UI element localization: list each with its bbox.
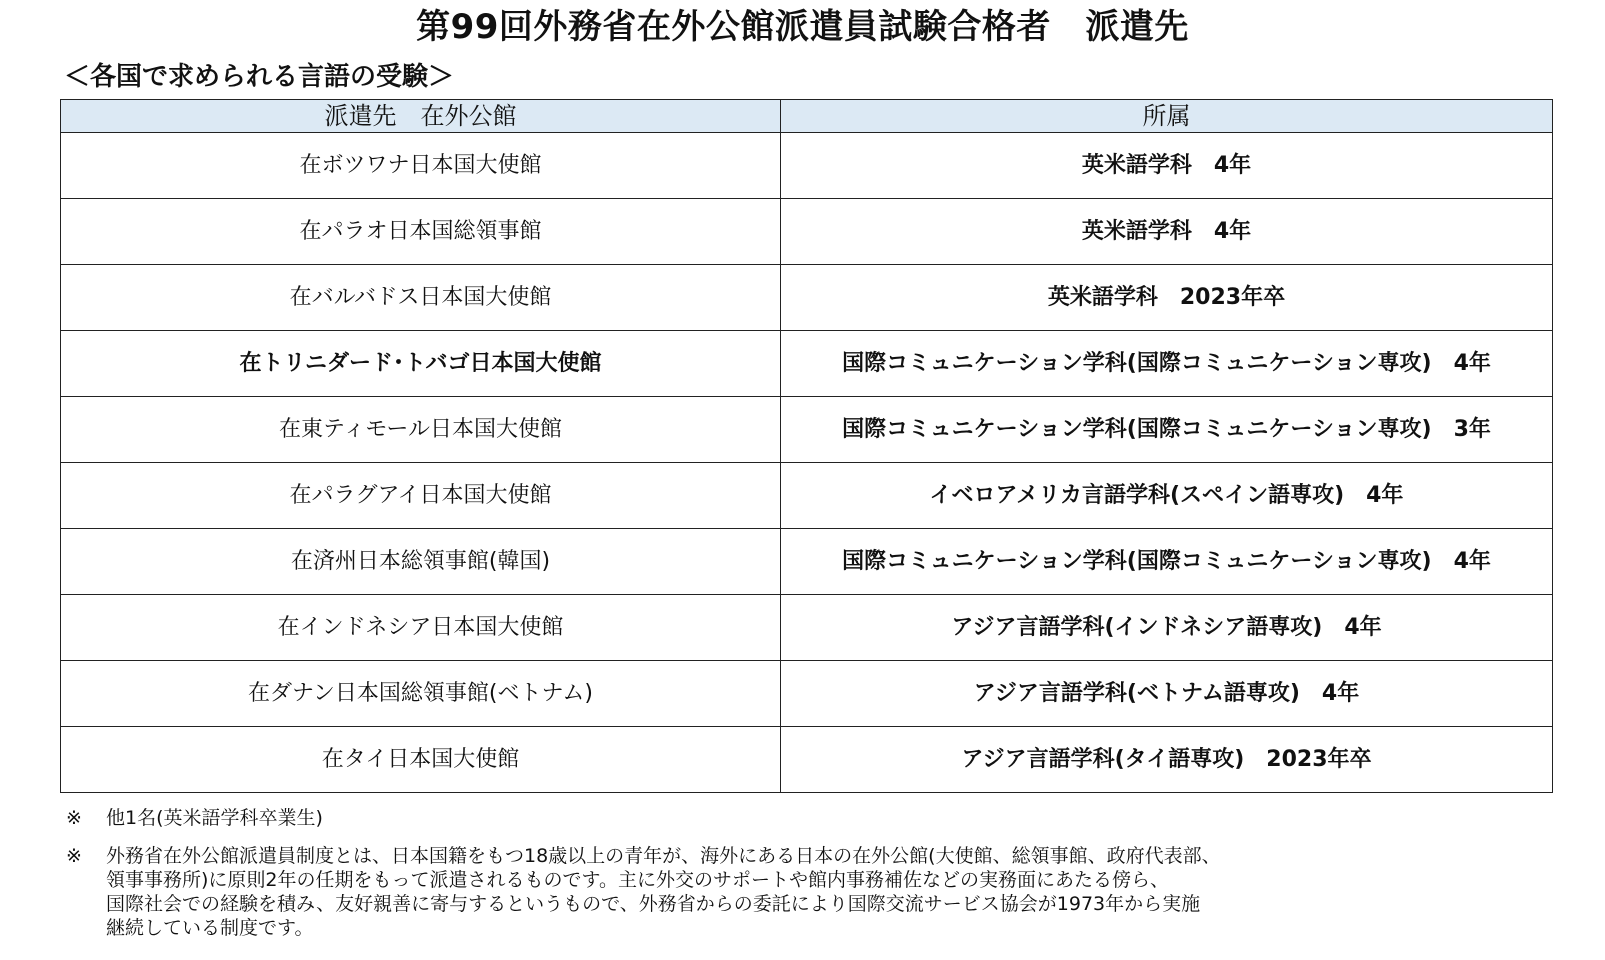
affiliation-cell: 国際コミュニケーション学科(国際コミュニケーション専攻) 4年 — [781, 331, 1553, 397]
header-affiliation: 所属 — [781, 100, 1553, 133]
dispatch-results-table — [60, 99, 1553, 793]
affiliation-cell: アジア言語学科(ベトナム語専攻) 4年 — [781, 661, 1553, 727]
table-row — [61, 595, 1553, 661]
post-cell: 在トリニダード･トバゴ日本国大使館 — [61, 331, 781, 397]
page-title: 第99回外務省在外公館派遣員試験合格者 派遣先 — [416, 7, 1189, 47]
note-line: 継続している制度です。 — [106, 917, 314, 939]
footnote-program-description — [66, 844, 1486, 940]
footnotes — [66, 806, 1486, 940]
note-mark: ※ — [66, 845, 82, 867]
post-cell: 在ボツワナ日本国大使館 — [61, 133, 781, 199]
table-row — [61, 529, 1553, 595]
note-line: 国際社会での経験を積み、友好親善に寄与するというもので、外務省からの委託により国際交流サービス協会が1973年から実施 — [106, 893, 1201, 915]
post-cell: 在東ティモール日本国大使館 — [61, 397, 781, 463]
footnote-other-graduate — [66, 806, 1486, 830]
table-row — [61, 727, 1553, 793]
table-row — [61, 265, 1553, 331]
affiliation-cell: アジア言語学科(タイ語専攻) 2023年卒 — [781, 727, 1553, 793]
header-post: 派遣先 在外公館 — [61, 100, 781, 133]
post-cell: 在ダナン日本国総領事館(ベトナム) — [61, 661, 781, 727]
table-header-row — [61, 100, 1553, 133]
post-cell: 在パラグアイ日本国大使館 — [61, 463, 781, 529]
post-cell: 在タイ日本国大使館 — [61, 727, 781, 793]
table-row — [61, 463, 1553, 529]
table-row — [61, 331, 1553, 397]
table-row — [61, 397, 1553, 463]
post-cell: 在インドネシア日本国大使館 — [61, 595, 781, 661]
affiliation-cell: イベロアメリカ言語学科(スペイン語専攻) 4年 — [781, 463, 1553, 529]
affiliation-cell: 国際コミュニケーション学科(国際コミュニケーション専攻) 4年 — [781, 529, 1553, 595]
note-text — [106, 844, 1486, 940]
note-line: 領事事務所)に原則2年の任期をもって派遣されるものです。主に外交のサポートや館内事務補佐などの実務面にあたる傍ら、 — [106, 869, 1169, 891]
affiliation-cell: 英米語学科 2023年卒 — [781, 265, 1553, 331]
affiliation-cell: 国際コミュニケーション学科(国際コミュニケーション専攻) 3年 — [781, 397, 1553, 463]
table-row — [61, 199, 1553, 265]
note-line: 外務省在外公館派遣員制度とは、日本国籍をもつ18歳以上の青年が、海外にある日本の在外公館(大使館、総領事館、政府代表部、 — [106, 845, 1221, 867]
post-cell: 在済州日本総領事館(韓国) — [61, 529, 781, 595]
affiliation-cell: アジア言語学科(インドネシア語専攻) 4年 — [781, 595, 1553, 661]
note-mark: ※ — [66, 807, 82, 829]
table-row — [61, 661, 1553, 727]
post-cell: 在バルバドス日本国大使館 — [61, 265, 781, 331]
note-line: 他1名(英米語学科卒業生) — [106, 807, 323, 829]
affiliation-cell: 英米語学科 4年 — [781, 199, 1553, 265]
table-row — [61, 133, 1553, 199]
affiliation-cell: 英米語学科 4年 — [781, 133, 1553, 199]
post-cell: 在パラオ日本国総領事館 — [61, 199, 781, 265]
page-subtitle: ＜各国で求められる言語の受験＞ — [64, 62, 455, 92]
note-text — [106, 806, 1486, 830]
